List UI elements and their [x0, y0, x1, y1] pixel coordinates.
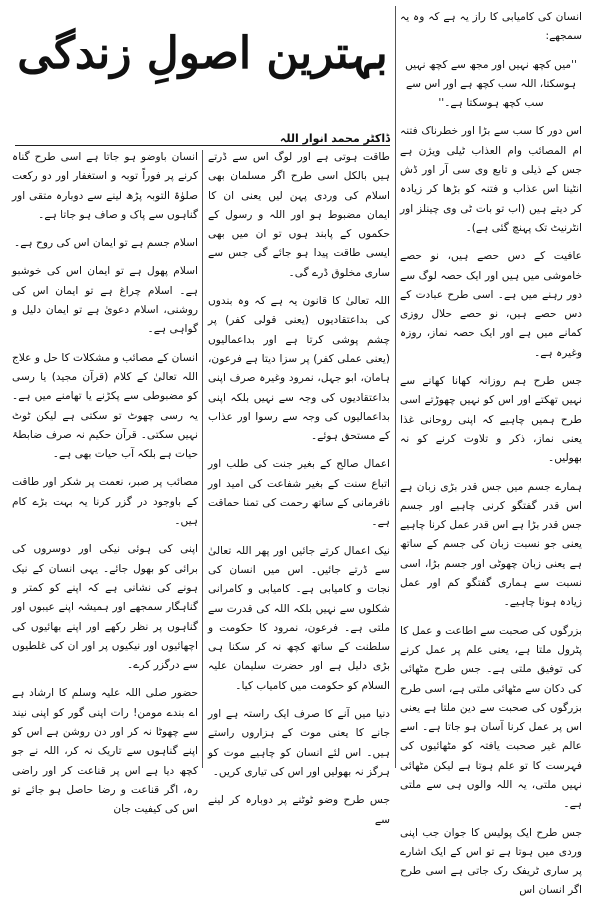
paragraph: اعمال صالح کے بغیر جنت کی طلب اور اتباع سنت کے بغیر شفاعت کی امید اور نافرمانی کے ساتھ رحمت کی تمنا حماقت ہے۔ — [208, 458, 390, 529]
paragraph: انسان کی کامیابی کا راز یہ ہے کہ وہ یہ سمجھے: — [400, 11, 582, 43]
column-right — [400, 8, 582, 910]
paragraph: اپنی کی ہوئی نیکی اور دوسروں کی برائی کو بھول جائے۔ یہی انسان کے نیک ہونے کی نشانی ہے کہ اپنے کو کمتر و گناہگار سمجھے اور ہمیشہ اپنے عیبوں اور گناہوں پر نظر رکھے اور اپنے بھائیوں کی اچھائیوں اور نیکیوں پر اور ان کی غلطیوں سے درگزر کرے۔ — [12, 543, 198, 672]
author-divider — [15, 145, 390, 146]
paragraph: بزرگوں کی صحبت سے اطاعت و عمل کا پٹرول ملتا ہے، یعنی علم پر عمل کرنے کی توفیق ملتی ہے۔ جس طرح مٹھائی کی دکان سے مٹھائی ملتی ہے، اسی طرح بزرگوں کی صحبت سے دین ملتا ہے یعنی اس پر عمل کرنا آسان ہو جاتا ہے۔ اسے عالم غیر صحبت یافتہ کو مٹھائیوں کی فہرست کا تو علم ہوتا ہے لیکن مٹھائی نہیں ملتی، یہ اللہ والوں ہی سے ملتی ہے۔ — [400, 624, 582, 811]
paragraph: اسلام پھول ہے تو ایمان اس کی خوشبو ہے۔ اسلام چراغ ہے تو ایمان اس کی روشنی، اسلام دعویٰ ہے تو ایمان دلیل و گواہی ہے۔ — [12, 265, 198, 336]
paragraph: جس طرح ایک پولیس کا جوان جب اپنی وردی میں ہوتا ہے تو اس کے ایک اشارے پر ساری ٹریفک رک جاتی ہے اسی طرح اگر انسان اس — [400, 826, 582, 897]
paragraph: عافیت کے دس حصے ہیں، نو حصے خاموشی میں ہیں اور ایک حصہ لوگ سے دور رہنے میں ہے۔ اسی طرح عبادت کے دس حصے ہیں، نو حصے حلال روزی کمانے میں ہے اور ایک حصہ نماز، روزہ وغیرہ ہے۔ — [400, 250, 582, 359]
paragraph: اسلام جسم ہے تو ایمان اس کی روح ہے۔ — [14, 237, 198, 250]
column-left — [12, 148, 198, 829]
paragraph: جس طرح وضو ٹوٹنے پر دوبارہ کر لینے سے — [208, 794, 390, 826]
paragraph: انسان باوضو ہو جاتا ہے اسی طرح گناہ کرنے پر فوراً توبہ و استغفار اور دو رکعت صلوٰۃ التوبہ پڑھ لینے سے دوبارہ متقی اور گناہوں سے پاک و صاف ہو جاتا ہے۔ — [12, 151, 198, 221]
paragraph: ہمارے جسم میں جس قدر بڑی زبان ہے اس قدر گفتگو کرنی چاہیے اور جسم جس قدر بڑا ہے اس قدر عمل کرنا چاہیے یعنی جو نسبت زبان کی جسم کے ساتھ ہے یعنی زبان چھوٹی اور جسم بڑا، اسی نسبت سے ہماری گفتگو کم اور عمل زیادہ ہونا چاہیے۔ — [400, 480, 582, 609]
article-title: بہترین اصولِ زندگی — [17, 28, 388, 79]
paragraph: طاقت ہوتی ہے اور لوگ اس سے ڈرتے ہیں بالکل اسی طرح اگر مسلمان بھی اسلام کی وردی پہن لیں یعنی ان کا ایمان مضبوط ہو اور اللہ و رسول کے حکموں کے پابند ہوں تو ان میں بھی ایسی طاقت پیدا ہو جائے گی جس سے ساری مخلوق ڈرے گی۔ — [208, 151, 390, 279]
author-byline: ڈاکٹر محمد انوار اللہ — [279, 132, 390, 145]
column-divider-left — [202, 150, 203, 768]
paragraph: اس دور کا سب سے بڑا اور خطرناک فتنہ ام المصائب وام العذاب ٹیلی ویژن ہے جس کے ذیلی و تابع وی سی آر اور ڈش انٹینا اس عذاب و فتنہ کو بڑھا کر زیادہ کر دیتے ہیں (اب تو بات ٹی وی چینلز اور انٹرنیٹ تک پہنچ گئی ہے)۔ — [400, 125, 582, 234]
title-block — [15, 20, 390, 108]
paragraph: انسان کے مصائب و مشکلات کا حل و علاج اللہ تعالیٰ کے کلام (قرآن مجید) یا رسی کو مضبوطی سے پکڑنے یا تھامنے میں ہے۔ یہ رسی چھوٹ تو سکتی ہے لیکن ٹوٹ نہیں سکتی۔ قرآن حکیم نہ صرف ضابطۂ حیات ہے بلکہ آب حیات بھی ہے۔ — [12, 351, 198, 461]
paragraph: دنیا میں آنے کا صرف ایک راستہ ہے اور جانے کا یعنی موت کے ہزاروں راستے ہیں۔ اس لئے انسان کو چاہیے موت کو ہرگز نہ بھولیں اور اس کی تیاری کریں۔ — [208, 708, 390, 778]
paragraph: حضور صلی اللہ علیہ وسلم کا ارشاد ہے اے بندے مومن! رات اپنی گور کو اپنی نیند سے چھوٹا نہ کر اور دن روشن ہے اس کو اپنے گناہوں سے تاریک نہ کر، اللہ نے جو کچھ دیا ہے اس پر قناعت کر اور راضی رہ، اگر قناعت و رضا حاصل ہو جائے تو اس کی کیفیت جان — [12, 687, 198, 816]
paragraph: مصائب پر صبر، نعمت پر شکر اور طاقت کے باوجود در گزر کرنا یہ بہت بڑے کام ہیں۔ — [12, 476, 198, 528]
quote-paragraph: ''میں کچھ نہیں اور مجھ سے کچھ نہیں ہوسکتا، اللہ سب کچھ ہے اور اس سے سب کچھ ہوسکتا ہے۔'' — [405, 58, 577, 110]
column-divider-right — [395, 6, 396, 768]
paragraph: جس طرح ہم روزانہ کھانا کھانے سے نہیں تھکتے اور اس کو نہیں چھوڑتے اسی طرح ہمیں چاہیے کہ اپنی روحانی غذا یعنی نماز، ذکر و تلاوت کرنے کو نہ بھولیں۔ — [400, 375, 582, 465]
paragraph: نیک اعمال کرتے جائیں اور پھر اللہ تعالیٰ سے ڈرتے جائیں۔ اس میں انسان کی نجات و کامیابی ہے۔ کامیابی و کامرانی شکلوں سے نہیں بلکہ اللہ کی قدرت سے ملتی ہے۔ فرعون، نمرود کا حکومت و سلطنت کے ساتھ کچھ نہ کر سکنا ہی بڑی دلیل ہے اور حضرت سلیمان علیہ السلام کو حکومت میں کامیاب کیا۔ — [208, 544, 390, 692]
paragraph: اللہ تعالیٰ کا قانون یہ ہے کہ وہ بندوں کی بداعتقادیوں (یعنی قولی کفر) پر چشم پوشی کرتا ہے اور بداعمالیوں (یعنی عملی کفر) پر سزا دیتا ہے فرعون، ہامان، ابو جہل، نمرود وغیرہ صرف اپنی بداعتقادیوں کی وجہ سے نہیں بلکہ اپنی بداعمالیوں کی وجہ سے رسوا اور عذاب کے مستحق ہوئے۔ — [208, 295, 390, 443]
column-middle — [208, 148, 390, 839]
